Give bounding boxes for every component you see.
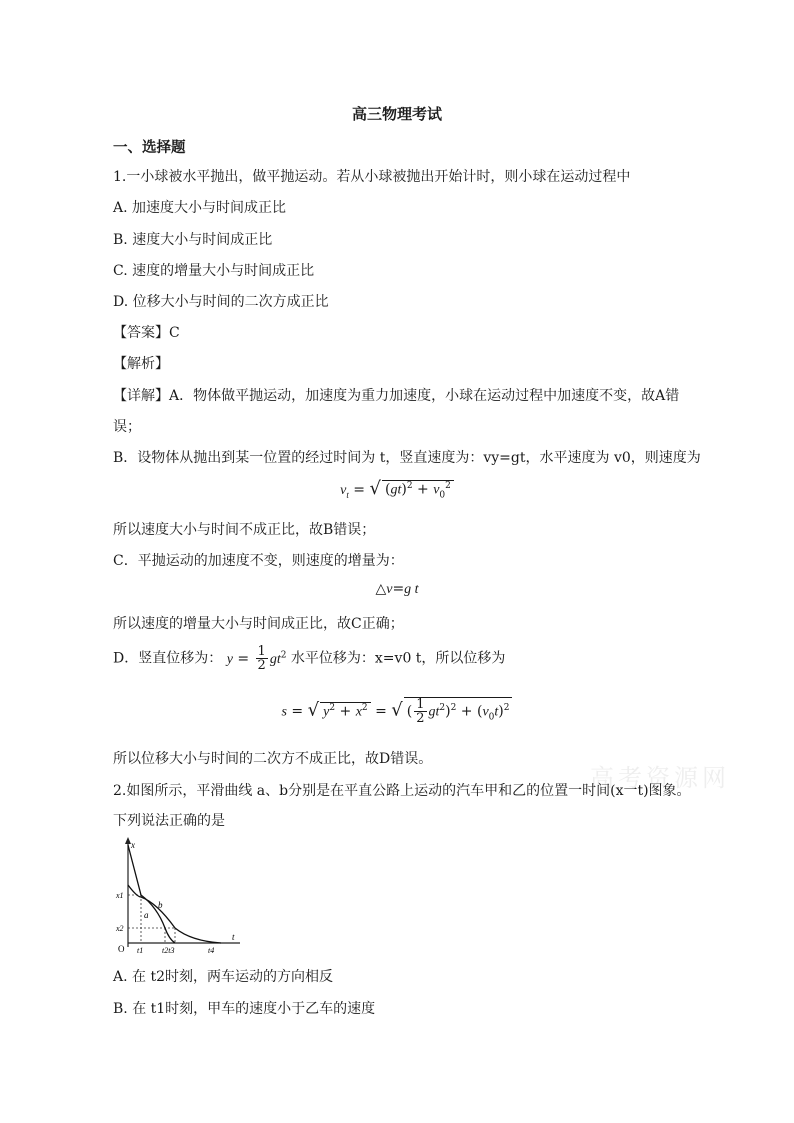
detail-d-middle: 水平位移为：x=v0 t，所以位移为 (290, 650, 506, 667)
detail-d-prefix: D．竖直位移为： (113, 650, 223, 667)
graph-label-t4: t4 (208, 946, 215, 955)
q1-detail-a-line2: 误； (113, 419, 141, 435)
q1-detail-b-line2: 所以速度大小与时间不成正比，故B错误； (113, 522, 376, 538)
watermark: 高考资源网 (590, 764, 730, 792)
q1-detail-d-line1 (113, 645, 505, 672)
formula-velocity-increment: △v=g t (375, 581, 419, 597)
formula-velocity: $v_t$ = √ $(gt)^2 + v_0^2$ (0, 478, 794, 501)
graph-label-t2t3: t2t3 (162, 946, 175, 955)
graph-label-x: x (131, 840, 135, 850)
q1-option-d: D. 位移大小与时间的二次方成正比 (113, 294, 329, 310)
q1-option-b: B. 速度大小与时间成正比 (113, 232, 273, 248)
graph-label-a: a (144, 910, 149, 920)
q1-detail-b-line1: B．设物体从抛出到某一位置的经过时间为 t，竖直速度为：vy=gt，水平速度为 v0，则速度为 (113, 450, 701, 466)
graph-label-origin: O (118, 944, 125, 954)
q1-detail-c-line2: 所以速度的增量大小与时间成正比，故C正确； (113, 616, 404, 632)
question-2-stem-line2: 下列说法正确的是 (113, 813, 225, 829)
formula-vertical-displacement: y = $\frac{1}{2}$ $gt^2$ (226, 644, 287, 673)
q1-detail-d-line2: 所以位移大小与时间的二次方不成正比，故D错误。 (113, 751, 433, 767)
q1-detail-a-line1: 【详解】A．物体做平抛运动，加速度为重力加速度，小球在运动过程中加速度不变，故A错 (113, 388, 680, 404)
graph-label-x2: x2 (116, 924, 124, 933)
question-2-stem-line1: 2.如图所示，平滑曲线 a、b分别是在平直公路上运动的汽车甲和乙的位置一时间(x一t)图象。 (113, 783, 691, 799)
q1-option-c: C. 速度的增量大小与时间成正比 (113, 263, 315, 279)
position-time-graph (113, 835, 243, 955)
graph-label-t: t (232, 932, 235, 942)
question-1-stem: 1.一小球被水平抛出，做平抛运动。若从小球被抛出开始计时，则小球在运动过程中 (113, 169, 631, 185)
section-heading: 一、选择题 (113, 139, 186, 156)
formula-displacement: s = √ $y^2 + x^2$ = √ ( $\frac{1}{2}$ $gt^2)^2 + (v_0t)^2$ (0, 697, 794, 725)
graph-label-t1: t1 (137, 946, 144, 955)
page-title: 高三物理考试 (351, 105, 442, 123)
graph-label-b: b (158, 900, 163, 910)
q1-analysis-label: 【解析】 (113, 356, 169, 372)
graph-label-x1: x1 (116, 891, 124, 900)
q2-option-b: B. 在 t1时刻，甲车的速度小于乙车的速度 (113, 1001, 376, 1017)
q1-answer: 【答案】C (113, 325, 180, 341)
q2-option-a: A. 在 t2时刻，两车运动的方向相反 (113, 969, 333, 985)
q1-option-a: A. 加速度大小与时间成正比 (113, 200, 287, 216)
q1-detail-c-line1: C．平抛运动的加速度不变，则速度的增量为： (113, 553, 404, 569)
